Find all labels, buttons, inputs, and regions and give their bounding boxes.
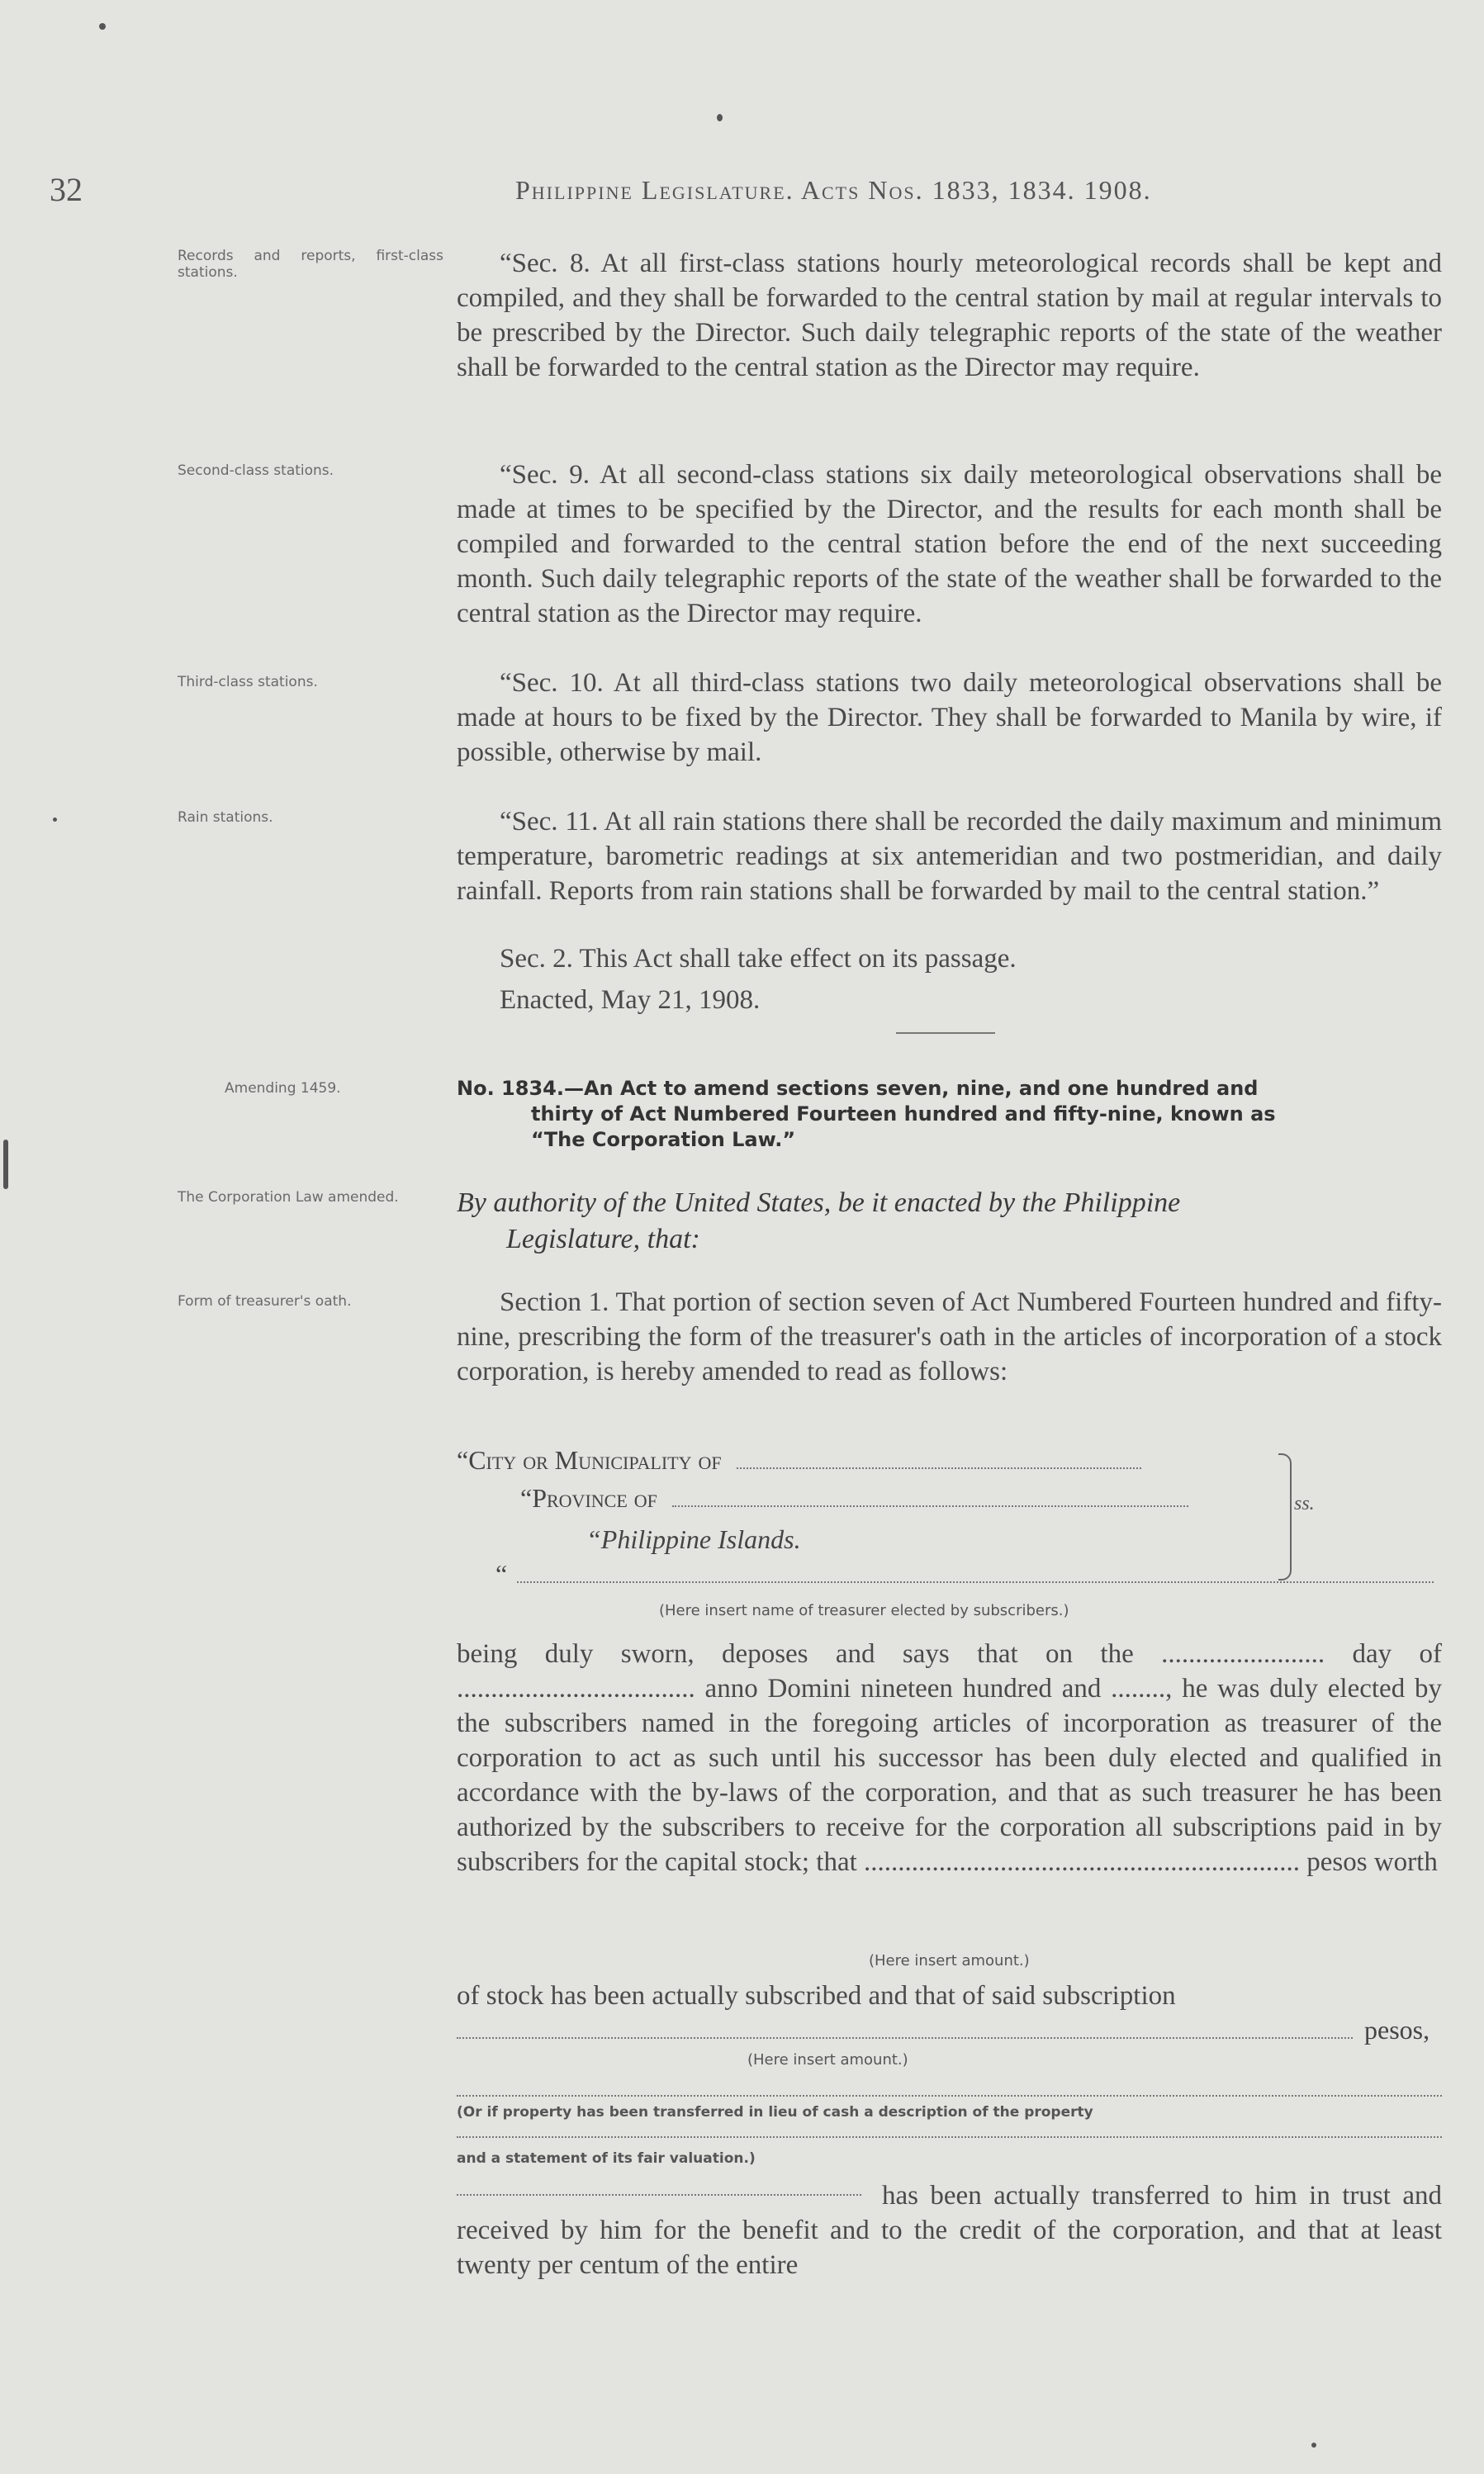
oath-province-label: “Province of bbox=[520, 1483, 657, 1513]
scan-speck bbox=[717, 114, 723, 121]
oath-blank-2 bbox=[457, 2136, 1442, 2138]
margin-note-amending: Amending 1459. bbox=[225, 1080, 341, 1097]
enacting-clause-line-2: Legislature, that: bbox=[506, 1224, 700, 1254]
oath-paragraph-2-a: of stock has been actually subscribed and that of said subscription bbox=[457, 1981, 1176, 2011]
enacting-clause-line-1: By authority of the United States, be it enacted by the Philippine bbox=[457, 1187, 1181, 1218]
oath-subscription-line bbox=[457, 2015, 1442, 2045]
act-title-line-1: No. 1834.—An Act to amend sections seven, nine, and one hundred and bbox=[457, 1077, 1259, 1100]
scan-speck bbox=[99, 23, 106, 30]
section-1: Section 1. That portion of section seven of Act Numbered Fourteen hundred and fifty-nine, prescribing the form of the treasurer's oath in the articles of incorporation of a stock corporation, is hereby amended to read as follows: bbox=[457, 1287, 1442, 1386]
act-title bbox=[457, 1076, 1442, 1153]
act-title-line-3: “The Corporation Law.” bbox=[531, 1128, 796, 1151]
margin-note-second-class: Second-class stations. bbox=[178, 462, 334, 479]
scan-speck bbox=[1311, 2443, 1316, 2448]
oath-city-line bbox=[457, 1445, 1141, 1476]
note-treasurer-name: (Here insert name of treasurer elected by subscribers.) bbox=[659, 1602, 1069, 1619]
oath-pesos-label: pesos, bbox=[1364, 2015, 1430, 2045]
running-header: Philippine Legislature. Acts Nos. 1833, 1834. 1908. bbox=[515, 175, 1152, 205]
scan-edge-mark bbox=[3, 1140, 8, 1189]
oath-city-blank bbox=[737, 1467, 1141, 1469]
note-amount-2: (Here insert amount.) bbox=[747, 2051, 908, 2069]
note-amount-1: (Here insert amount.) bbox=[869, 1952, 1030, 1969]
margin-note-treasurer-oath: Form of treasurer's oath. bbox=[178, 1293, 352, 1310]
margin-note-third-class: Third-class stations. bbox=[178, 674, 318, 690]
paragraph-sec9: “Sec. 9. At all second-class stations six daily meteorological observations shall be made at times to be specified by the Director, and the results for each month shall be compiled and forwarded to the central station before the end of the next succeeding month. Such daily telegraphic reports of the state of the weather shall be forwarded to the central station as the Director may require. bbox=[457, 460, 1442, 628]
margin-note-corporation-law: The Corporation Law amended. bbox=[178, 1189, 399, 1206]
oath-subscription-blank bbox=[457, 2037, 1353, 2039]
oath-blank-line-2 bbox=[457, 2114, 1442, 2145]
oath-islands-line: “Philippine Islands. bbox=[586, 1524, 801, 1554]
note-property-1: (Or if property has been transferred in lieu of cash a description of the property bbox=[457, 2104, 1093, 2121]
paragraph-sec2: Sec. 2. This Act shall take effect on its passage. bbox=[500, 944, 1017, 974]
enacting-clause bbox=[457, 1185, 1442, 1258]
oath-name-blank bbox=[517, 1581, 1434, 1583]
note-property-2: and a statement of its fair valuation.) bbox=[457, 2150, 756, 2167]
section-divider bbox=[896, 1032, 995, 1034]
page-number: 32 bbox=[50, 171, 83, 208]
paragraph-sec11: “Sec. 11. At all rain stations there shall be recorded the daily maximum and minimum temperature, barometric readings at six antemeridian and two postmeridian, and daily rainfall. Reports from rain stations shall be forwarded by mail to the central station.” bbox=[457, 807, 1442, 906]
margin-note-rain: Rain stations. bbox=[178, 809, 273, 826]
oath-province-blank bbox=[672, 1505, 1188, 1507]
oath-paragraph-3: has been actually transferred to him in trust and received by him for the benefit and to the credit of the corporation, and that at least twenty per centum of the entire bbox=[457, 2181, 1442, 2280]
oath-quote-mark: “ bbox=[495, 1559, 508, 1589]
oath-blank-1 bbox=[457, 2095, 1442, 2097]
enacted-date: Enacted, May 21, 1908. bbox=[500, 985, 761, 1015]
scan-speck bbox=[53, 818, 57, 822]
oath-ss: ss. bbox=[1294, 1493, 1315, 1514]
margin-note-records: Records and reports, first-class stations. bbox=[178, 248, 443, 281]
oath-paragraph-1: being duly sworn, deposes and says that on the ........................ day of ................................... anno Domini nineteen hundred and ........, he was duly elected by the subscribers named in the foregoing articles of incorporation as treasurer of the corporation to act as such until his successor has been duly elected and qualified in accordance with the by-laws of the corporation, and that as such treasurer he has been authorized by the subscribers to receive for the corporation all subscriptions paid in by subscribers for the capital stock; that ................................................................ pesos worth bbox=[457, 1639, 1442, 1877]
oath-name-line bbox=[495, 1559, 1434, 1590]
oath-city-label: “City or Municipality of bbox=[457, 1445, 722, 1475]
paragraph-sec8: “Sec. 8. At all first-class stations hourly meteorological records shall be kept and compiled, and they shall be forwarded to the central station by mail at regular intervals to be prescribed by the Director. Such daily telegraphic reports of the state of the weather shall be forwarded to the central station as the Director may require. bbox=[457, 249, 1442, 382]
paragraph-sec10: “Sec. 10. At all third-class stations two daily meteorological observations shall be made at hours to be fixed by the Director. They shall be forwarded to Manila by wire, if possible, otherwise by mail. bbox=[457, 668, 1442, 767]
act-title-line-2: thirty of Act Numbered Fourteen hundred and fifty-nine, known as bbox=[531, 1102, 1276, 1126]
oath-province-line bbox=[520, 1483, 1188, 1514]
oath-blank-line-1 bbox=[457, 2073, 1442, 2103]
